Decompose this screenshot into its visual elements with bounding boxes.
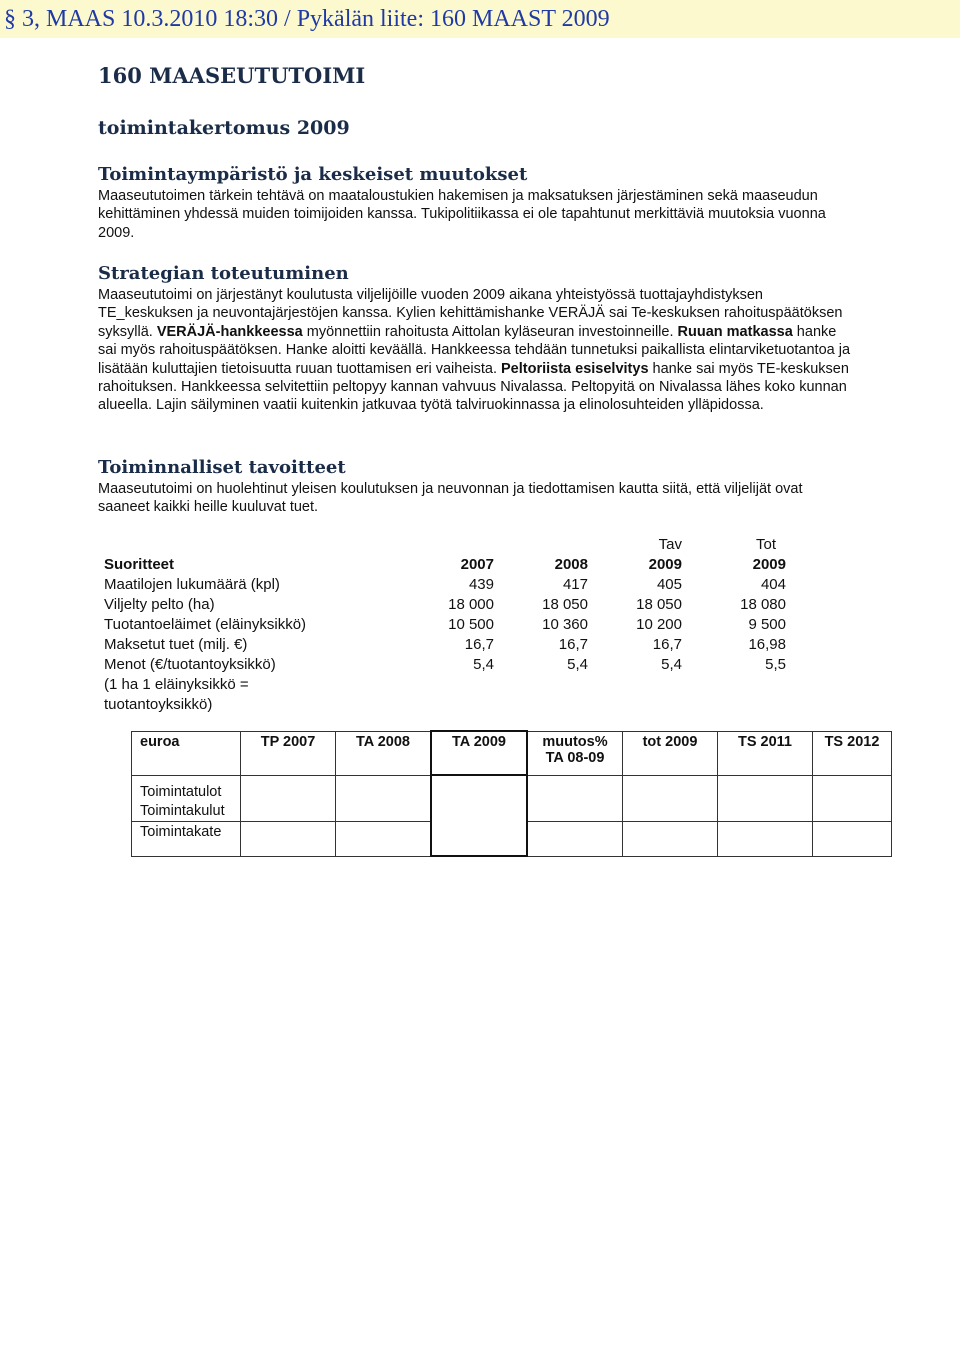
table-cell: 9 500 <box>748 616 786 633</box>
table-cell: 16,7 <box>558 636 588 653</box>
table-cell: Maatilojen lukumäärä (kpl) <box>104 576 280 593</box>
table-cell: Toimintatulot Toimintakulut <box>132 775 241 821</box>
table-cell: 18 080 <box>740 596 786 613</box>
table-header-cell: TS 2011 <box>718 731 813 775</box>
section-text-goals: Maaseututoimi on huolehtinut yleisen koulutuksen ja neuvonnan ja tiedottamisen kautta siitä, että viljelijät ovat saaneet kaikki heille kuuluvat tuet. <box>98 481 803 516</box>
table-note: (1 ha 1 eläinyksikkö = <box>104 676 249 693</box>
table-cell: 10 200 <box>636 616 682 633</box>
table-header-cell: 2009 <box>752 556 786 573</box>
table-cell <box>496 533 590 553</box>
table-cell: Maksetut tuet (milj. €) <box>104 636 248 653</box>
document-title: 160 MAASEUTUTOIMI <box>98 63 366 88</box>
table-header-cell: muutos% TA 08-09 <box>527 731 623 775</box>
table-cell: Tav <box>658 536 682 553</box>
table-cell: 16,7 <box>464 636 494 653</box>
table-cell <box>402 533 496 553</box>
section-heading-environment: Toimintaympäristö ja keskeiset muutokset <box>98 164 528 185</box>
table-header-row <box>132 731 892 775</box>
table-cell: 18 050 <box>636 596 682 613</box>
table-cell: Tot <box>755 536 776 553</box>
page-header-breadcrumb: § 3, MAAS 10.3.2010 18:30 / Pykälän liite: 160 MAAST 2009 <box>0 0 960 38</box>
table-header-row <box>104 553 786 573</box>
table-row <box>104 573 786 593</box>
table-header-cell: TS 2012 <box>813 731 892 775</box>
table-row <box>104 673 786 693</box>
table-cell: Menot (€/tuotantoyksikkö) <box>104 656 276 673</box>
table-cell: 18 000 <box>448 596 494 613</box>
table-row <box>104 693 786 713</box>
table-cell: 16,98 <box>748 636 786 653</box>
table-cell: 405 <box>656 576 682 593</box>
table-header-cell: 2008 <box>554 556 588 573</box>
table-cell: 5,4 <box>661 656 682 673</box>
table-cell: 18 050 <box>542 596 588 613</box>
table-header-cell: 2009 <box>648 556 682 573</box>
table-row <box>104 633 786 653</box>
table-header-cell: TP 2007 <box>241 731 336 775</box>
section-text-strategy: Maaseututoimi on järjestänyt koulutusta viljelijöille vuoden 2009 aikana yhteistyössä tuottajayhdistyksen TE_keskuksen ja neuvontajärjestöjen kanssa. Kylien kehittämishanke VERÄJÄ sai Te-keskuksen rahoituspäätöksen syksyllä. VERÄJÄ-hankkeessa myönnettiin rahoitusta Aittolan kyläseuran investoinneille. Ruuan matkassa hanke sai myös rahoituspäätöksen. Hanke aloitti keväällä. Hankkeessa tehdään tunnetuksi paikallista elintarviketuotantoa ja lisätään kuluttajien tietoisuutta ruuan tuottamisen eri vaiheista. Peltoriista esiselvitys hanke sai myös TE-keskuksen rahoituksen. Hankkeessa selvitettiin peltopyy kannan vahvuus Nivalassa. Peltopyitä on Nivalassa lähes koko kunnan alueella. Lajin säilyminen vaatii kuitenkin jatkuvaa työtä talviruokinnassa ja elinolosuhteiden ylläpidossa. <box>98 287 851 414</box>
table-row <box>104 533 786 553</box>
table-note: tuotantoyksikkö) <box>104 696 213 713</box>
table-cell: 16,7 <box>652 636 682 653</box>
section-text-environment: Maaseututoimen tärkein tehtävä on maataloustukien hakemisen ja maksatuksen järjestäminen sekä maaseudun kehittäminen yhdessä muiden toimijoiden kanssa. Tukipolitiikassa ei ole tapahtunut merkittäviä muutoksia vuonna 2009. <box>98 188 826 241</box>
table-cell: 404 <box>760 576 786 593</box>
table-cell: 439 <box>468 576 494 593</box>
section-heading-goals: Toiminnalliset tavoitteet <box>98 457 346 478</box>
table-header-cell: TA 2008 <box>336 731 432 775</box>
table-cell: Tuotantoeläimet (eläinyksikkö) <box>104 616 307 633</box>
table-cell: Viljelty pelto (ha) <box>104 596 215 613</box>
table-cell: 5,4 <box>473 656 494 673</box>
performance-table <box>104 533 786 713</box>
table-cell: 5,4 <box>567 656 588 673</box>
table-cell: 10 500 <box>448 616 494 633</box>
table-cell: 10 360 <box>542 616 588 633</box>
table-cell <box>104 533 402 553</box>
table-row <box>132 775 892 821</box>
table-header-cell: tot 2009 <box>623 731 718 775</box>
table-header-cell: Suoritteet <box>104 556 175 573</box>
table-row <box>104 653 786 673</box>
table-header-cell: TA 2009 <box>431 731 527 775</box>
table-row <box>132 821 892 856</box>
table-row <box>104 593 786 613</box>
table-cell: 417 <box>562 576 588 593</box>
table-header-cell: euroa <box>132 731 241 775</box>
finance-table <box>131 730 892 857</box>
table-cell: Toimintakate <box>132 821 241 856</box>
table-cell: 5,5 <box>765 656 786 673</box>
section-heading-strategy: Strategian toteutuminen <box>98 263 349 284</box>
document-subtitle: toimintakertomus 2009 <box>98 117 350 139</box>
table-header-cell: 2007 <box>460 556 494 573</box>
table-row <box>104 613 786 633</box>
